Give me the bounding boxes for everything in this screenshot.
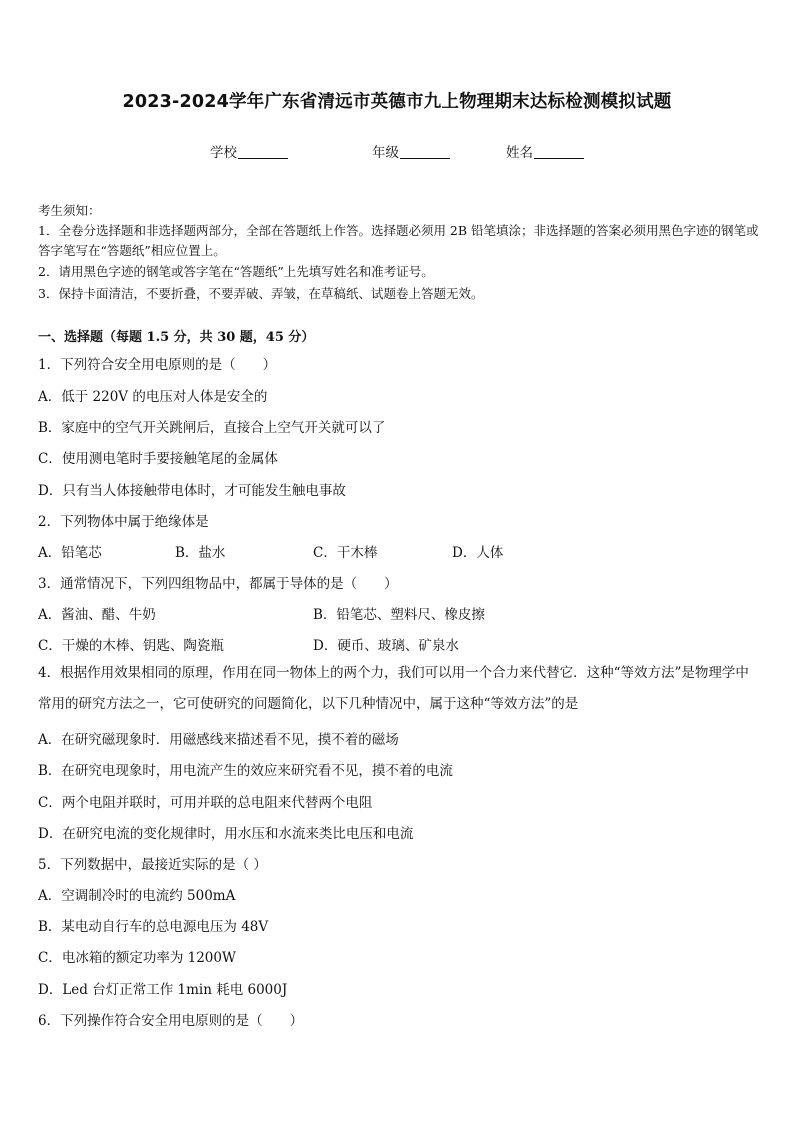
question-3-option-c: C．干燥的木棒、钥匙、陶瓷瓶	[38, 638, 224, 654]
question-3-option-d: D．硬币、玻璃、矿泉水	[313, 638, 459, 654]
name-label: 姓名	[506, 145, 533, 161]
question-3-option-b: B．铅笔芯、塑料尺、橡皮擦	[313, 607, 485, 623]
question-5-option-d: D．Led 台灯正常工作 1min 耗电 6000J	[38, 982, 288, 998]
name-field	[506, 141, 584, 161]
school-blank	[238, 144, 288, 159]
question-1-option-d: D．只有当人体接触带电体时，才可能发生触电事故	[38, 483, 346, 499]
question-1-stem: 1．下列符合安全用电原则的是（ ）	[38, 357, 277, 373]
question-2-stem: 2．下列物体中属于绝缘体是	[38, 514, 209, 530]
school-field	[210, 141, 288, 161]
question-5-option-c: C．电冰箱的额定功率为 1200W	[38, 950, 236, 966]
question-3-option-a: A．酱油、醋、牛奶	[38, 607, 156, 623]
question-4-option-c: C．两个电阻并联时，可用并联的总电阻来代替两个电阻	[38, 795, 373, 811]
question-4-option-b: B．在研究电现象时，用电流产生的效应来研究看不见，摸不着的电流	[38, 763, 453, 779]
question-2-option-d: D．人体	[452, 545, 504, 561]
question-5-option-b: B．某电动自行车的总电源电压为 48V	[38, 919, 269, 935]
question-5-option-a: A．空调制冷时的电流约 500mA	[38, 888, 236, 904]
question-4-stem: 4．根据作用效果相同的原理，作用在同一物体上的两个力，我们可以用一个合力来代替它．这种“等效方法”是物理学中常用的研究方法之一，它可使研究的问题简化，以下几种情况中，属于这种“等效方法”的是	[38, 665, 749, 712]
grade-blank	[400, 144, 450, 159]
question-2-option-a: A．铅笔芯	[38, 545, 102, 561]
page-title: 2023-2024学年广东省清远市英德市九上物理期末达标检测模拟试题	[122, 92, 672, 112]
notice-item-2: 2．请用黑色字迹的钢笔或答字笔在“答题纸”上先填写姓名和准考证号。	[38, 264, 434, 279]
notice-item-3: 3．保持卡面清洁，不要折叠，不要弄破、弄皱，在草稿纸、试题卷上答题无效。	[38, 286, 484, 301]
notice-heading: 考生须知：	[38, 203, 101, 218]
question-3-stem: 3．通常情况下，下列四组物品中，都属于导体的是（ ）	[38, 576, 398, 592]
question-4-option-a: A．在研究磁现象时．用磁感线来描述看不见，摸不着的磁场	[38, 732, 399, 748]
question-1-option-b: B．家庭中的空气开关跳闸后，直接合上空气开关就可以了	[38, 420, 386, 436]
question-2-option-c: C．干木棒	[313, 545, 378, 561]
name-blank	[534, 144, 584, 159]
grade-label: 年级	[372, 145, 399, 161]
notice-item-1: 1．全卷分选择题和非选择题两部分，全部在答题纸上作答。选择题必须用 2B 铅笔填涂；非选择题的答案必须用黑色字迹的钢笔或答字笔写在“答题纸”相应位置上。	[38, 223, 759, 258]
question-6-stem: 6．下列操作符合安全用电原则的是（ ）	[38, 1013, 304, 1029]
question-1-option-a: A．低于 220V 的电压对人体是安全的	[38, 389, 268, 405]
section-heading: 一、选择题（每题 1.5 分，共 30 题，45 分）	[38, 330, 315, 345]
question-2-option-b: B．盐水	[175, 545, 226, 561]
grade-field	[372, 141, 450, 161]
school-label: 学校	[210, 145, 237, 161]
question-1-option-c: C．使用测电笔时手要接触笔尾的金属体	[38, 451, 278, 467]
question-4-option-d: D．在研究电流的变化规律时，用水压和水流来类比电压和电流	[38, 826, 414, 842]
question-5-stem: 5．下列数据中，最接近实际的是（ ）	[38, 857, 267, 873]
